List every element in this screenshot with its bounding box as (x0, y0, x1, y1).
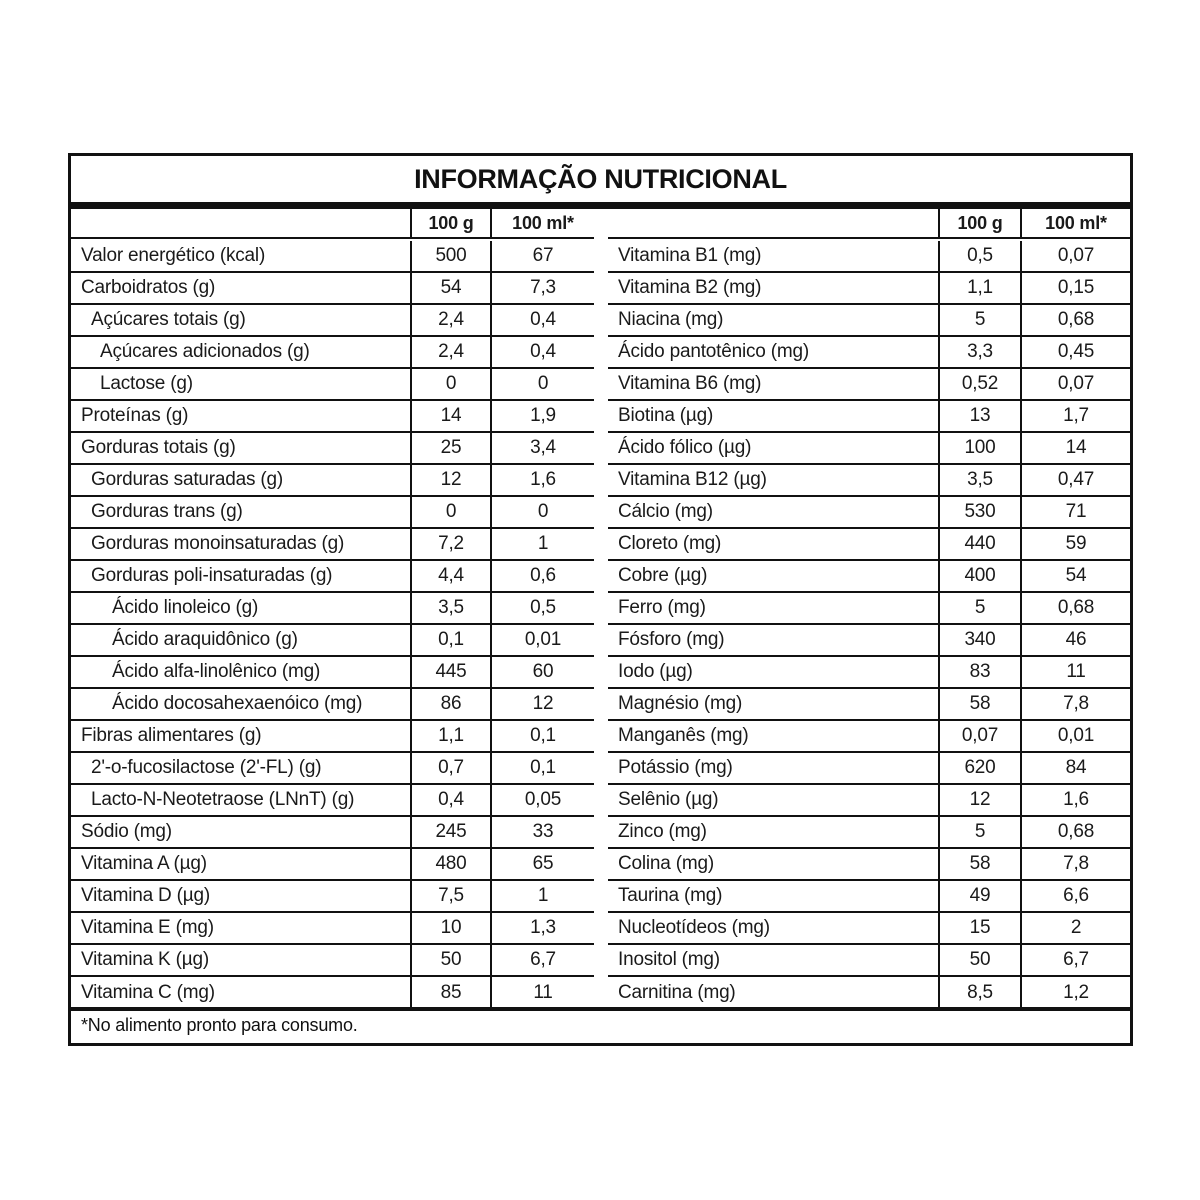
row-label: Niacina (mg) (608, 305, 938, 337)
row-label: Vitamina E (mg) (71, 913, 410, 945)
value-100g: 49 (938, 881, 1020, 913)
row-label: Carboidratos (g) (71, 273, 410, 305)
column-header-spacer-left (71, 209, 410, 239)
row-label: Valor energético (kcal) (71, 241, 410, 273)
row-label: Gorduras totais (g) (71, 433, 410, 465)
value-100ml: 1,2 (1020, 977, 1130, 1009)
column-header-100ml-right: 100 ml* (1020, 209, 1130, 239)
value-100g: 14 (410, 401, 490, 433)
value-100ml: 1,9 (490, 401, 594, 433)
value-100g: 0,4 (410, 785, 490, 817)
value-100g: 100 (938, 433, 1020, 465)
value-100ml: 12 (490, 689, 594, 721)
footnote: *No alimento pronto para consumo. (81, 1014, 358, 1035)
row-label: Cálcio (mg) (608, 497, 938, 529)
row-label: Vitamina B1 (mg) (608, 241, 938, 273)
row-label: Biotina (µg) (608, 401, 938, 433)
value-100g: 620 (938, 753, 1020, 785)
value-100g: 480 (410, 849, 490, 881)
value-100ml: 3,4 (490, 433, 594, 465)
title-divider (71, 202, 1130, 209)
value-100ml: 0,45 (1020, 337, 1130, 369)
value-100ml: 0,01 (1020, 721, 1130, 753)
value-100g: 25 (410, 433, 490, 465)
value-100g: 85 (410, 977, 490, 1009)
value-100ml: 7,3 (490, 273, 594, 305)
value-100ml: 7,8 (1020, 689, 1130, 721)
value-100ml: 2 (1020, 913, 1130, 945)
row-label: Lacto-N-Neotetraose (LNnT) (g) (71, 785, 410, 817)
value-100ml: 71 (1020, 497, 1130, 529)
nutrition-table-right (608, 209, 1130, 1007)
value-100g: 340 (938, 625, 1020, 657)
value-100g: 445 (410, 657, 490, 689)
value-100g: 50 (410, 945, 490, 977)
value-100ml: 0,01 (490, 625, 594, 657)
row-label: Iodo (µg) (608, 657, 938, 689)
value-100ml: 67 (490, 241, 594, 273)
nutrition-table (68, 153, 1133, 1046)
value-100g: 3,5 (410, 593, 490, 625)
value-100ml: 7,8 (1020, 849, 1130, 881)
value-100g: 1,1 (938, 273, 1020, 305)
row-label: Colina (mg) (608, 849, 938, 881)
row-label: Potássio (mg) (608, 753, 938, 785)
row-label: Gorduras monoinsaturadas (g) (71, 529, 410, 561)
value-100ml: 46 (1020, 625, 1130, 657)
value-100g: 8,5 (938, 977, 1020, 1009)
value-100g: 13 (938, 401, 1020, 433)
value-100g: 7,5 (410, 881, 490, 913)
value-100ml: 1 (490, 529, 594, 561)
value-100ml: 11 (1020, 657, 1130, 689)
column-header-100ml-left: 100 ml* (490, 209, 594, 239)
value-100ml: 65 (490, 849, 594, 881)
row-label: Gorduras poli-insaturadas (g) (71, 561, 410, 593)
value-100g: 0,5 (938, 241, 1020, 273)
row-label: Vitamina K (µg) (71, 945, 410, 977)
value-100ml: 0,07 (1020, 369, 1130, 401)
row-label: Fibras alimentares (g) (71, 721, 410, 753)
value-100ml: 0,47 (1020, 465, 1130, 497)
row-label: Ácido linoleico (g) (71, 593, 410, 625)
value-100g: 50 (938, 945, 1020, 977)
value-100ml: 0,4 (490, 305, 594, 337)
value-100ml: 54 (1020, 561, 1130, 593)
row-label: Vitamina A (µg) (71, 849, 410, 881)
row-label: Gorduras trans (g) (71, 497, 410, 529)
value-100ml: 11 (490, 977, 594, 1009)
column-header-100g-left: 100 g (410, 209, 490, 239)
row-label: Ácido alfa-linolênico (mg) (71, 657, 410, 689)
row-label: Açúcares totais (g) (71, 305, 410, 337)
row-label: Lactose (g) (71, 369, 410, 401)
column-header-100g-right: 100 g (938, 209, 1020, 239)
value-100ml: 1,6 (490, 465, 594, 497)
value-100ml: 84 (1020, 753, 1130, 785)
row-label: Vitamina C (mg) (81, 982, 215, 1003)
row-label: Nucleotídeos (mg) (608, 913, 938, 945)
row-label: Magnésio (mg) (608, 689, 938, 721)
row-label: Selênio (µg) (608, 785, 938, 817)
row-label: Inositol (mg) (608, 945, 938, 977)
value-100ml: 0,68 (1020, 817, 1130, 849)
value-100g: 0,7 (410, 753, 490, 785)
value-100g: 58 (938, 849, 1020, 881)
value-100g: 400 (938, 561, 1020, 593)
row-label: Ácido fólico (µg) (608, 433, 938, 465)
value-100ml: 0,6 (490, 561, 594, 593)
value-100ml: 1,6 (1020, 785, 1130, 817)
value-100g: 2,4 (410, 337, 490, 369)
value-100ml: 0,1 (490, 721, 594, 753)
value-100g: 12 (410, 465, 490, 497)
value-100g: 0,52 (938, 369, 1020, 401)
row-label: 2'-o-fucosilactose (2'-FL) (g) (71, 753, 410, 785)
row-label: Manganês (mg) (608, 721, 938, 753)
row-label: Sódio (mg) (71, 817, 410, 849)
value-100g: 500 (410, 241, 490, 273)
value-100g: 3,3 (938, 337, 1020, 369)
row-label: Fósforo (mg) (608, 625, 938, 657)
value-100ml: 0 (490, 497, 594, 529)
value-100g: 5 (938, 593, 1020, 625)
row-label: Cloreto (mg) (608, 529, 938, 561)
row-label: Gorduras saturadas (g) (71, 465, 410, 497)
value-100g: 3,5 (938, 465, 1020, 497)
value-100ml: 59 (1020, 529, 1130, 561)
value-100ml: 0,15 (1020, 273, 1130, 305)
value-100ml: 6,7 (490, 945, 594, 977)
value-100ml: 0,1 (490, 753, 594, 785)
row-label: Ferro (mg) (608, 593, 938, 625)
value-100g: 7,2 (410, 529, 490, 561)
value-100g: 530 (938, 497, 1020, 529)
value-100g: 1,1 (410, 721, 490, 753)
table-title: INFORMAÇÃO NUTRICIONAL (414, 163, 787, 194)
row-label: Vitamina B12 (µg) (608, 465, 938, 497)
value-100g: 440 (938, 529, 1020, 561)
value-100ml: 0,4 (490, 337, 594, 369)
row-label: Carnitina (mg) (618, 982, 736, 1003)
value-100g: 4,4 (410, 561, 490, 593)
column-header-spacer-right (608, 209, 938, 239)
value-100g: 0,07 (938, 721, 1020, 753)
value-100ml: 0,68 (1020, 305, 1130, 337)
table-body (71, 209, 1130, 1007)
value-100ml: 1,7 (1020, 401, 1130, 433)
row-label: Vitamina B6 (mg) (608, 369, 938, 401)
value-100ml: 0 (490, 369, 594, 401)
value-100g: 0 (410, 497, 490, 529)
value-100ml: 60 (490, 657, 594, 689)
value-100ml: 14 (1020, 433, 1130, 465)
row-label: Açúcares adicionados (g) (71, 337, 410, 369)
value-100g: 0,1 (410, 625, 490, 657)
value-100g: 10 (410, 913, 490, 945)
value-100ml: 33 (490, 817, 594, 849)
value-100g: 2,4 (410, 305, 490, 337)
value-100g: 54 (410, 273, 490, 305)
value-100g: 86 (410, 689, 490, 721)
value-100g: 5 (938, 817, 1020, 849)
row-label: Vitamina D (µg) (71, 881, 410, 913)
row-label: Cobre (µg) (608, 561, 938, 593)
value-100g: 58 (938, 689, 1020, 721)
row-label: Ácido araquidônico (g) (71, 625, 410, 657)
value-100ml: 0,68 (1020, 593, 1130, 625)
nutrition-table-left (71, 209, 594, 1007)
value-100ml: 0,05 (490, 785, 594, 817)
row-label: Proteínas (g) (71, 401, 410, 433)
value-100g: 12 (938, 785, 1020, 817)
value-100ml: 0,5 (490, 593, 594, 625)
table-gap (594, 209, 608, 1007)
value-100ml: 6,6 (1020, 881, 1130, 913)
value-100g: 245 (410, 817, 490, 849)
row-label: Vitamina B2 (mg) (608, 273, 938, 305)
value-100g: 83 (938, 657, 1020, 689)
row-label: Taurina (mg) (608, 881, 938, 913)
value-100g: 15 (938, 913, 1020, 945)
value-100g: 0 (410, 369, 490, 401)
value-100ml: 0,07 (1020, 241, 1130, 273)
value-100ml: 1 (490, 881, 594, 913)
value-100g: 5 (938, 305, 1020, 337)
row-label: Ácido docosahexaenóico (mg) (71, 689, 410, 721)
row-label: Ácido pantotênico (mg) (608, 337, 938, 369)
row-label: Zinco (mg) (608, 817, 938, 849)
value-100ml: 1,3 (490, 913, 594, 945)
value-100ml: 6,7 (1020, 945, 1130, 977)
